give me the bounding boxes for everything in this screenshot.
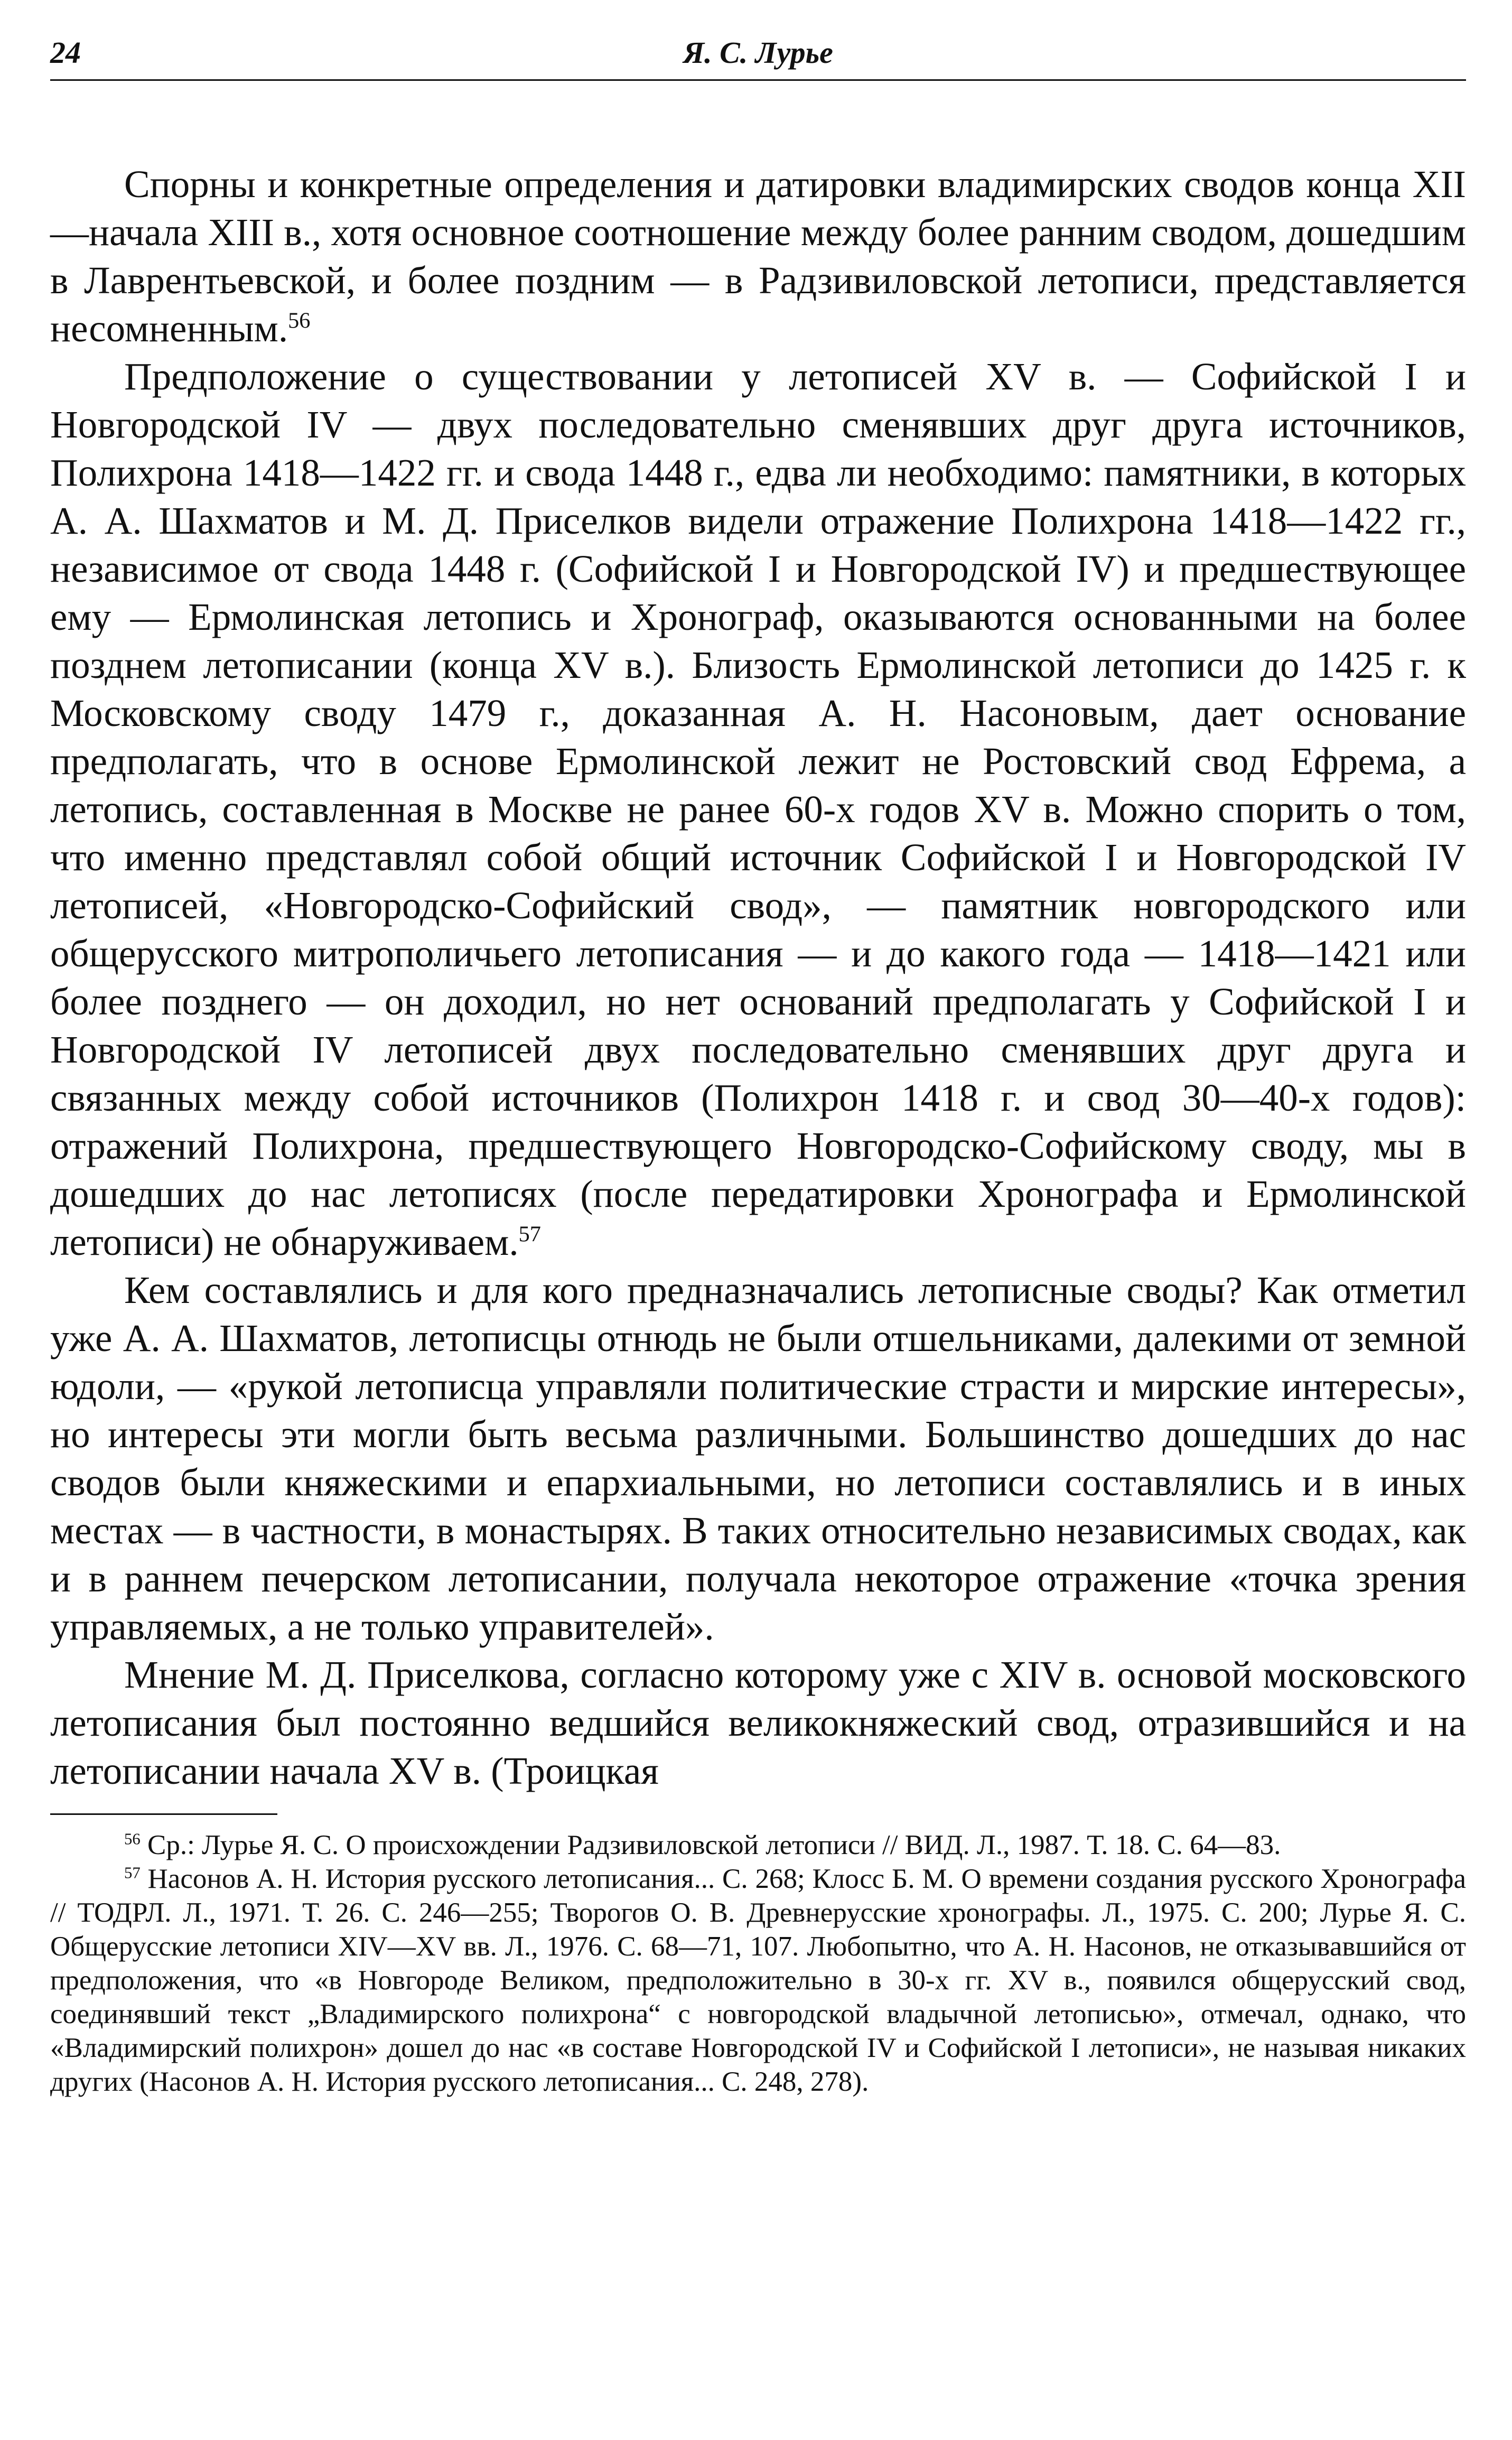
footnote-ref-56[interactable]: 56: [288, 308, 311, 333]
footnote-ref-57[interactable]: 57: [518, 1222, 541, 1247]
footnote-57-text: Насонов А. Н. История русского летописания... С. 268; Клосс Б. М. О времени создания русского Хронографа // ТОДРЛ. Л., 1971. Т. 26. С. 246—255; Творогов О. В. Древнерусские хронографы. Л., 1975. С. 200; Лурье Я. С. Общерусские летописи XIV—XV вв. Л., 1976. С. 68—71, 107. Любопытно, что А. Н. Насонов, не отказывавшийся от предположения, что «в Новгороде Великом, предположительно в 30-х гг. XV в., появился общерусский свод, соединявший текст „Владимирского полихрона“ с новгородской владычной летописью», отмечал, однако, что «Владимирский полихрон» дошел до нас «в составе Новгородской IV и Софийской I летописи», не называя никаких других (Насонов А. Н. История русского летописания... С. 248, 278).: [50, 1864, 1467, 2097]
paragraph-4-text: Мнение М. Д. Приселкова, согласно которому уже с XIV в. основой московского летописания был постоянно ведшийся великокняжеский свод, отразившийся и на летописании начала XV в. (Троицкая: [50, 1653, 1466, 1792]
footnote-57: [50, 1862, 1466, 2099]
paragraph-3: [50, 1266, 1466, 1651]
running-head: [50, 32, 1466, 81]
running-head-author: Я. С. Лурье: [683, 35, 833, 70]
footnote-divider: [50, 1813, 277, 1815]
paragraph-1: [50, 160, 1466, 352]
paragraph-1-text: Спорны и конкретные определения и датировки владимирских сводов конца XII—начала XIII в., хотя основное соотношение между более ранним сводом, дошедшим в Лаврентьевской, и более поздним — в Радзивиловской летописи, представляется несомненным.: [50, 163, 1466, 350]
book-page: [50, 32, 1466, 2099]
footnote-56: [50, 1828, 1466, 1862]
page-number: 24: [50, 35, 81, 70]
footnote-56-text: Ср.: Лурье Я. С. О происхождении Радзивиловской летописи // ВИД. Л., 1987. Т. 18. С. 64—83.: [147, 1830, 1281, 1860]
paragraph-3-text: Кем составлялись и для кого предназначались летописные своды? Как отметил уже А. А. Шахматов, летописцы отнюдь не были отшельниками, далекими от земной юдоли, — «рукой летописца управляли политические страсти и мирские интересы», но интересы эти могли быть весьма различными. Большинство дошедших до нас сводов были княжескими и епархиальными, но летописи составлялись и в иных местах — в частности, в монастырях. В таких относительно независимых сводах, как и в раннем печерском летописании, получала некоторое отражение «точка зрения управляемых, а не только управителей».: [50, 1269, 1466, 1648]
footnote-56-number: 56: [124, 1830, 141, 1848]
paragraph-2: [50, 352, 1466, 1266]
main-text: [50, 160, 1466, 1795]
paragraph-2-text: Предположение о существовании у летописей XV в. — Софийской I и Новгородской IV — двух последовательно сменявших друг друга источников, Полихрона 1418—1422 гг. и свода 1448 г., едва ли необходимо: памятники, в которых А. А. Шахматов и М. Д. Приселков видели отражение Полихрона 1418—1422 гг., независимое от свода 1448 г. (Софийской I и Новгородской IV) и предшествующее ему — Ермолинская летопись и Хронограф, оказываются основанными на более позднем летописании (конца XV в.). Близость Ермолинской летописи до 1425 г. к Московскому своду 1479 г., доказанная А. Н. Насоновым, дает основание предполагать, что в основе Ермолинской лежит не Ростовский свод Ефрема, а летопись, составленная в Москве не ранее 60-х годов XV в. Можно спорить о том, что именно представлял собой общий источник Софийской I и Новгородской IV летописей, «Новгородско-Софийский свод», — памятник новгородского или общерусского митрополичьего летописания — и до какого года — 1418—1421 или более позднего — он доходил, но нет оснований предполагать у Софийской I и Новгородской IV летописей двух последовательно сменявших друг друга и связанных между собой источников (Полихрон 1418 г. и свод 30—40-х годов): отражений Полихрона, предшествующего Новгородско-Софийскому своду, мы в дошедших до нас летописях (после передатировки Хронографа и Ермолинской летописи) не обнаруживаем.: [50, 355, 1466, 1263]
paragraph-4: [50, 1651, 1466, 1795]
footnotes: [50, 1828, 1466, 2099]
footnote-57-number: 57: [124, 1864, 141, 1882]
